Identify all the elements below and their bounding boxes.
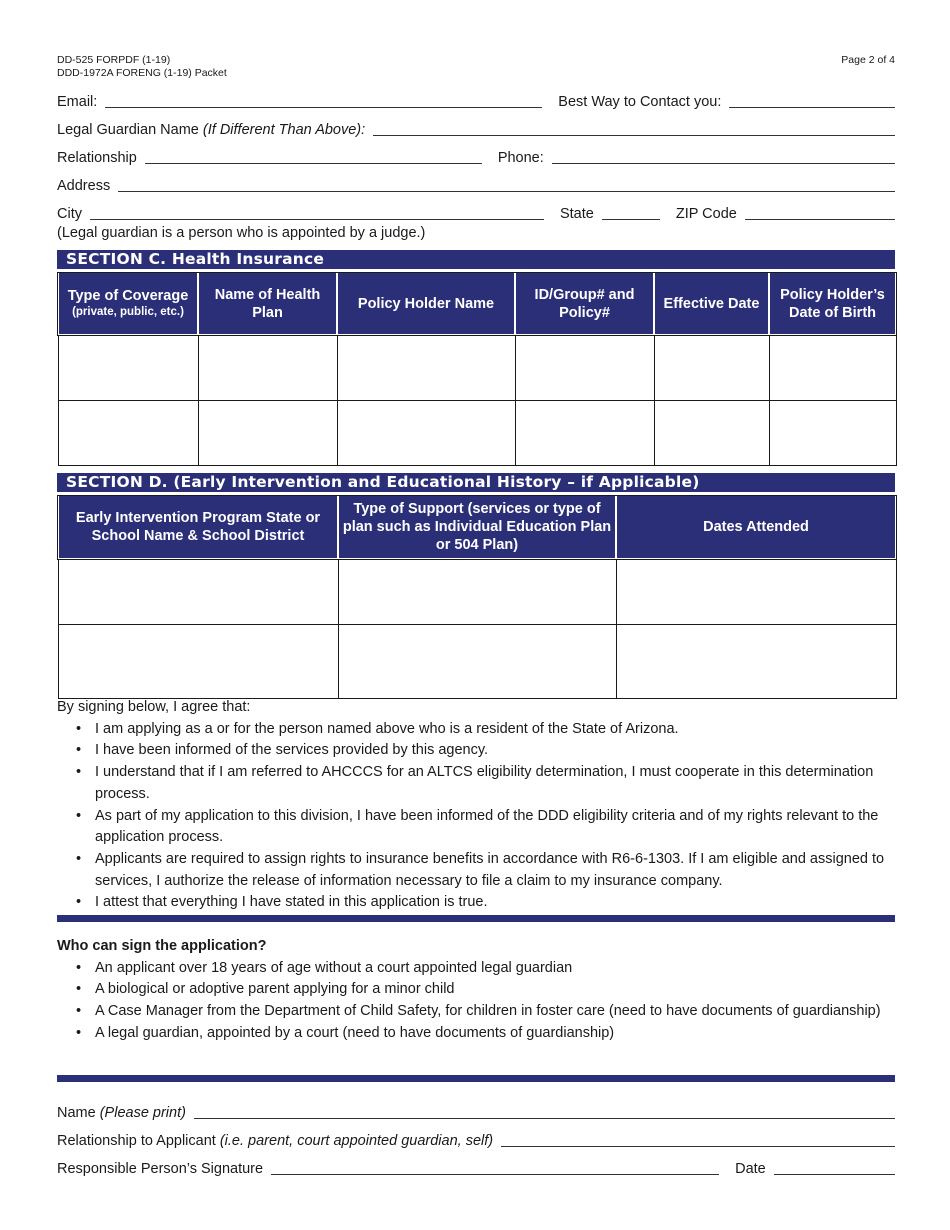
education-history-table (57, 496, 897, 699)
relationship-row (57, 145, 895, 167)
col-health-plan: Name of Health Plan (198, 273, 337, 335)
col-type-of-coverage: Type of Coverage (private, public, etc.) (58, 273, 198, 335)
table-header-row (58, 496, 896, 559)
city-row (57, 201, 895, 223)
phone-label: Phone: (497, 150, 544, 166)
signature-label: Responsible Person’s Signature (57, 1161, 264, 1177)
table-cell[interactable] (198, 400, 337, 465)
agreement-intro: By signing below, I agree that: (57, 699, 251, 715)
table-row (58, 335, 896, 400)
table-header-row (58, 273, 896, 335)
col-holder-dob: Policy Holder’s Date of Birth (769, 273, 896, 335)
who-can-sign-section (57, 936, 895, 1045)
name-note: (Please print) (99, 1105, 186, 1121)
guardian-note: (If Different Than Above): (202, 122, 366, 138)
health-insurance-table (57, 273, 897, 466)
email-row (57, 89, 895, 111)
address-label: Address (57, 178, 111, 194)
col-effective-date: Effective Date (654, 273, 769, 335)
list-item: • I have been informed of the services provided by this agency. (76, 740, 895, 762)
table-cell[interactable] (58, 559, 338, 624)
table-cell[interactable] (515, 400, 654, 465)
relationship-field[interactable] (145, 150, 482, 164)
packet-number: DDD-1972A FORENG (1-19) Packet (57, 66, 227, 79)
zip-field[interactable] (745, 206, 895, 220)
guardian-row (57, 117, 895, 139)
signature-field[interactable] (271, 1161, 719, 1175)
col-program-school: Early Intervention Program State or School Name & School District (58, 496, 338, 559)
relationship-label: Relationship (57, 150, 137, 166)
divider (57, 915, 895, 922)
table-cell[interactable] (515, 335, 654, 400)
divider (57, 1075, 895, 1082)
section-c-title: SECTION C. Health Insurance (57, 250, 895, 269)
list-item: • Applicants are required to assign rights to insurance benefits in accordance with R6-6-1303. If I am eligible and assigned to services, I authorize the release of information necessary to file a claim to my insurance company. (76, 849, 895, 892)
state-field[interactable] (602, 206, 660, 220)
table-cell[interactable] (338, 624, 616, 698)
list-item: • A Case Manager from the Department of Child Safety, for children in foster care (need to have documents of guardianship) (76, 1001, 895, 1023)
guardian-label: Legal Guardian Name (57, 122, 199, 138)
table-cell[interactable] (58, 400, 198, 465)
name-label: Name (57, 1105, 96, 1121)
name-row (57, 1100, 895, 1122)
relationship-to-applicant-field[interactable] (501, 1133, 895, 1147)
address-row (57, 173, 895, 195)
date-label: Date (735, 1161, 766, 1177)
best-way-field[interactable] (729, 94, 895, 108)
section-d-title: SECTION D. (Early Intervention and Educational History – if Applicable) (57, 473, 895, 492)
city-label: City (57, 206, 82, 222)
list-item: • An applicant over 18 years of age without a court appointed legal guardian (76, 958, 895, 980)
table-cell[interactable] (769, 400, 896, 465)
list-item: • I attest that everything I have stated in this application is true. (76, 892, 895, 914)
page-number: Page 2 of 4 (841, 54, 895, 66)
address-field[interactable] (118, 178, 895, 192)
email-label: Email: (57, 94, 98, 110)
relationship-to-applicant-label: Relationship to Applicant (57, 1133, 216, 1149)
table-cell[interactable] (654, 400, 769, 465)
table-row (58, 624, 896, 698)
table-cell[interactable] (198, 335, 337, 400)
table-row (58, 559, 896, 624)
state-label: State (559, 206, 594, 222)
who-can-sign-title: Who can sign the application? (57, 938, 267, 954)
form-number: DD-525 FORPDF (1-19) (57, 54, 171, 66)
col-type-of-support: Type of Support (services or type of plan such as Individual Education Plan or 504 Plan) (338, 496, 616, 559)
list-item: • I am applying as a or for the person named above who is a resident of the State of Arizona. (76, 719, 895, 741)
table-cell[interactable] (337, 335, 515, 400)
relationship-to-applicant-note: (i.e. parent, court appointed guardian, self) (219, 1133, 494, 1149)
table-cell[interactable] (58, 335, 198, 400)
signature-row (57, 1156, 895, 1178)
printed-name-field[interactable] (194, 1105, 895, 1119)
col-type-of-coverage-note: (private, public, etc.) (72, 306, 184, 318)
agreement-section (57, 697, 895, 914)
table-cell[interactable] (616, 559, 896, 624)
table-row (58, 400, 896, 465)
date-field[interactable] (774, 1161, 895, 1175)
who-can-sign-list (76, 958, 895, 1045)
table-cell[interactable] (616, 624, 896, 698)
city-field[interactable] (90, 206, 544, 220)
table-cell[interactable] (338, 559, 616, 624)
relationship-to-applicant-row (57, 1128, 895, 1150)
guardian-name-field[interactable] (373, 122, 895, 136)
list-item: • A biological or adoptive parent applying for a minor child (76, 979, 895, 1001)
phone-field[interactable] (552, 150, 895, 164)
col-id-group-policy: ID/Group# and Policy# (515, 273, 654, 335)
agreement-list (76, 719, 895, 914)
guardian-definition: (Legal guardian is a person who is appointed by a judge.) (57, 225, 426, 241)
list-item: • As part of my application to this division, I have been informed of the DDD eligibility criteria and of my rights relevant to the application process. (76, 806, 895, 849)
col-dates-attended: Dates Attended (616, 496, 896, 559)
col-policy-holder-name: Policy Holder Name (337, 273, 515, 335)
email-field[interactable] (105, 94, 542, 108)
table-cell[interactable] (654, 335, 769, 400)
best-way-label: Best Way to Contact you: (558, 94, 722, 110)
table-cell[interactable] (337, 400, 515, 465)
list-item: • A legal guardian, appointed by a court (need to have documents of guardianship) (76, 1023, 895, 1045)
zip-label: ZIP Code (675, 206, 737, 222)
table-cell[interactable] (58, 624, 338, 698)
list-item: • I understand that if I am referred to AHCCCS for an ALTCS eligibility determination, I must cooperate in this determination process. (76, 762, 895, 805)
table-cell[interactable] (769, 335, 896, 400)
form-header (57, 54, 895, 79)
